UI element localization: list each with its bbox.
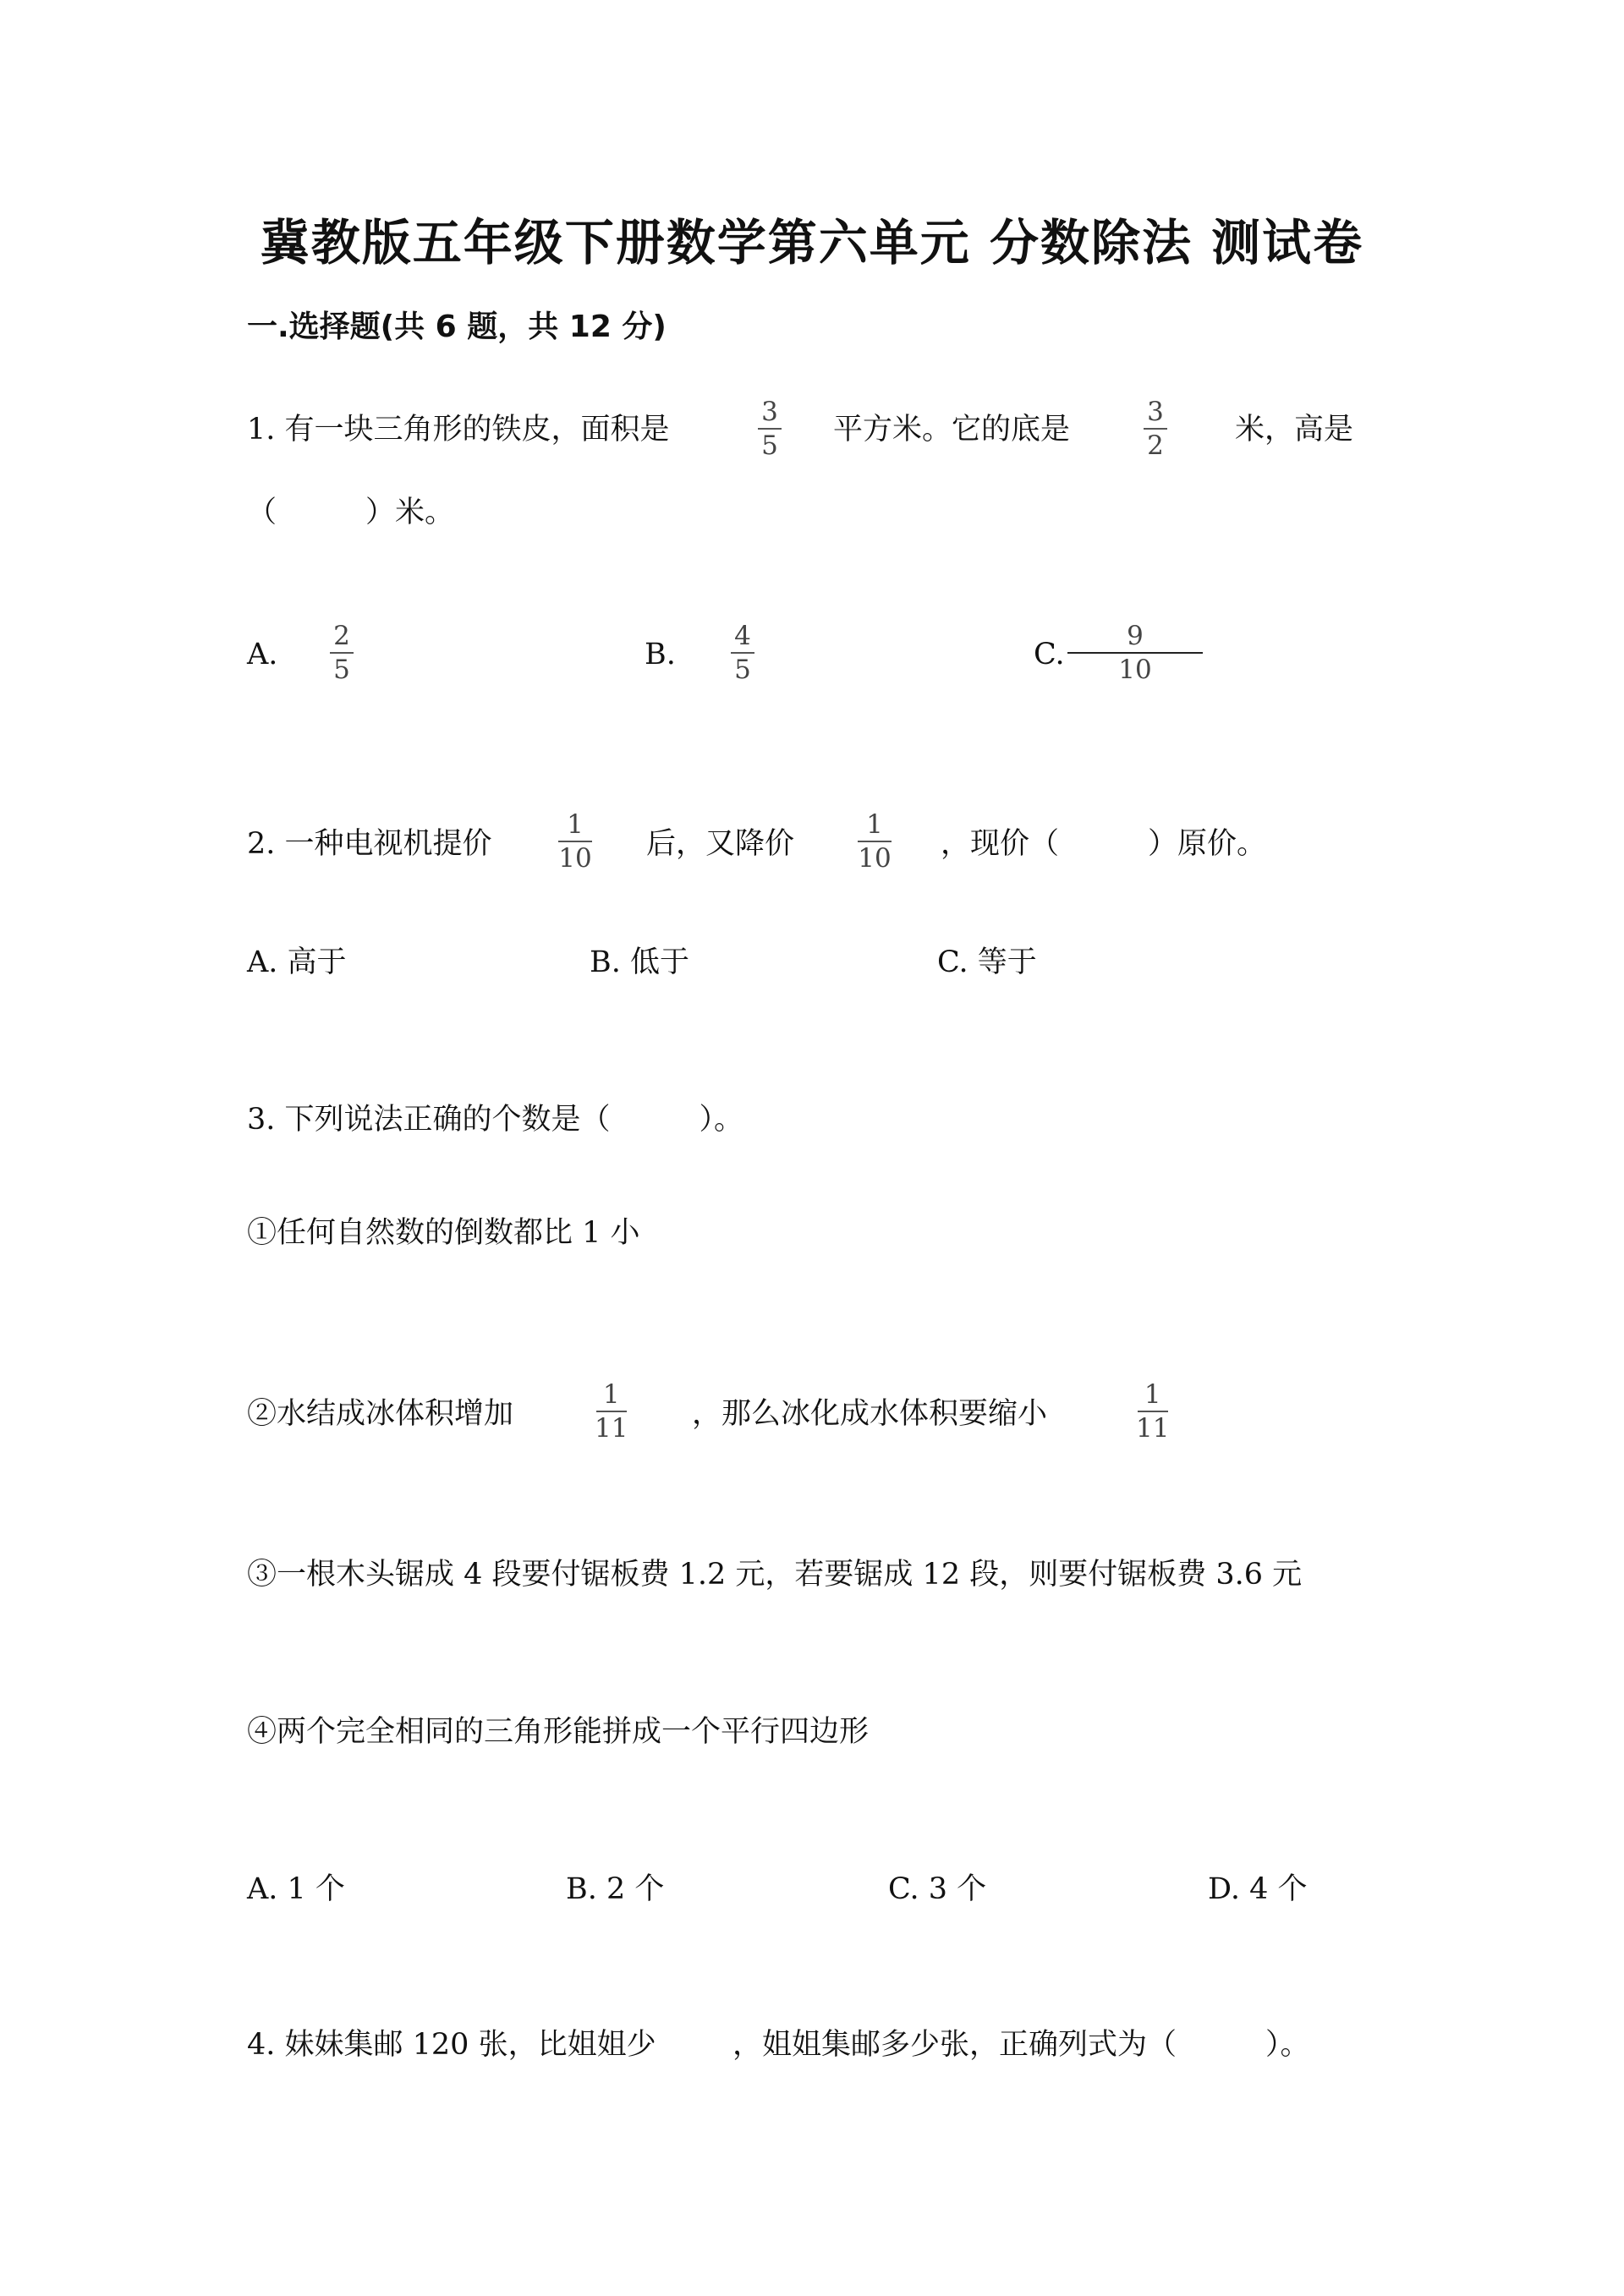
section-heading: 一.选择题(共 6 题，共 12 分) xyxy=(247,310,667,344)
q2-option-c: C. 等于 xyxy=(937,945,1037,979)
q2-text-part1: 2. 一种电视机提价 xyxy=(247,827,492,861)
q3-statement-1: ①任何自然数的倒数都比 1 小 xyxy=(247,1216,640,1250)
q3-statement-2-fraction-1 xyxy=(595,1380,628,1443)
q3-stem: 3. 下列说法正确的个数是（ ）。 xyxy=(247,1103,744,1137)
fraction-bar xyxy=(1138,1411,1168,1412)
q1-option-a-numerator: 2 xyxy=(333,621,350,651)
q1-fraction-base-denominator: 2 xyxy=(1147,430,1164,461)
q2-fraction-decrease-numerator: 1 xyxy=(866,809,883,840)
page-title: 冀教版五年级下册数学第六单元 分数除法 测试卷 xyxy=(260,214,1364,271)
q1-fraction-area-numerator: 3 xyxy=(761,397,778,427)
q3-statement-2-part2: ，那么冰化成水体积要缩小 xyxy=(692,1397,1048,1431)
q1-fraction-area xyxy=(758,397,782,460)
q1-text-part1: 1. 有一块三角形的铁皮，面积是 xyxy=(247,413,670,447)
q2-fraction-increase xyxy=(558,810,592,873)
fraction-bar xyxy=(330,652,354,654)
q1-text-part3: 米，高是 xyxy=(1235,413,1354,447)
q3-option-d: D. 4 个 xyxy=(1208,1872,1308,1906)
q1-fraction-base-numerator: 3 xyxy=(1147,397,1164,427)
q1-option-b-numerator: 4 xyxy=(734,621,751,651)
q2-fraction-increase-denominator: 10 xyxy=(558,843,592,874)
fraction-bar xyxy=(1144,428,1167,430)
q1-option-a-denominator: 5 xyxy=(333,655,350,685)
q1-option-a-label: A. xyxy=(247,638,278,671)
fraction-bar xyxy=(758,428,782,430)
q3-statement-2-fraction-2 xyxy=(1136,1380,1169,1443)
q3-option-b: B. 2 个 xyxy=(566,1872,665,1906)
q3-statement-2-part1: ②水结成冰体积增加 xyxy=(247,1397,514,1431)
fraction-bar xyxy=(596,1411,627,1412)
q2-text-part2: 后，又降价 xyxy=(646,827,795,861)
fraction-bar xyxy=(1067,652,1203,654)
fraction-bar xyxy=(558,841,592,842)
q2-text-part3: ，现价（ ）原价。 xyxy=(941,827,1267,861)
q1-fraction-area-denominator: 5 xyxy=(761,430,778,461)
q2-fraction-decrease-denominator: 10 xyxy=(858,843,892,874)
q3-fraction-1-denominator: 11 xyxy=(595,1413,628,1444)
q3-option-c: C. 3 个 xyxy=(888,1872,987,1906)
q1-option-c-denominator: 10 xyxy=(1118,655,1152,685)
q1-option-c-numerator: 9 xyxy=(1127,621,1144,651)
q3-option-a: A. 1 个 xyxy=(247,1872,345,1906)
fraction-bar xyxy=(731,652,754,654)
q2-option-b: B. 低于 xyxy=(590,945,689,979)
q1-option-a-fraction xyxy=(330,622,354,684)
q2-option-a: A. 高于 xyxy=(247,945,347,979)
q3-statement-3: ③一根木头锯成 4 段要付锯板费 1.2 元，若要锯成 12 段，则要付锯板费 3.6 元 xyxy=(247,1558,1303,1592)
q1-text-line2: （ ）米。 xyxy=(247,496,455,529)
q1-option-b-label: B. xyxy=(645,638,676,671)
fraction-bar xyxy=(858,841,892,842)
q1-fraction-base xyxy=(1144,397,1167,460)
q3-statement-4: ④两个完全相同的三角形能拼成一个平行四边形 xyxy=(247,1715,870,1749)
q1-option-b-fraction xyxy=(731,622,754,684)
q1-option-b-denominator: 5 xyxy=(734,655,751,685)
q1-text-part2: 平方米。它的底是 xyxy=(833,413,1071,447)
q1-option-c-label: C. xyxy=(1034,638,1065,671)
q1-option-c-fraction xyxy=(1067,622,1203,684)
q4-text-part1: 4. 妹妹集邮 120 张，比姐姐少 xyxy=(247,2028,656,2062)
q3-fraction-1-numerator: 1 xyxy=(602,1379,620,1410)
q2-fraction-decrease xyxy=(858,810,892,873)
q2-fraction-increase-numerator: 1 xyxy=(567,809,584,840)
q4-text-part2: ，姐姐集邮多少张，正确列式为（ ）。 xyxy=(732,2028,1310,2062)
q3-fraction-2-numerator: 1 xyxy=(1144,1379,1161,1410)
q3-fraction-2-denominator: 11 xyxy=(1136,1413,1170,1444)
